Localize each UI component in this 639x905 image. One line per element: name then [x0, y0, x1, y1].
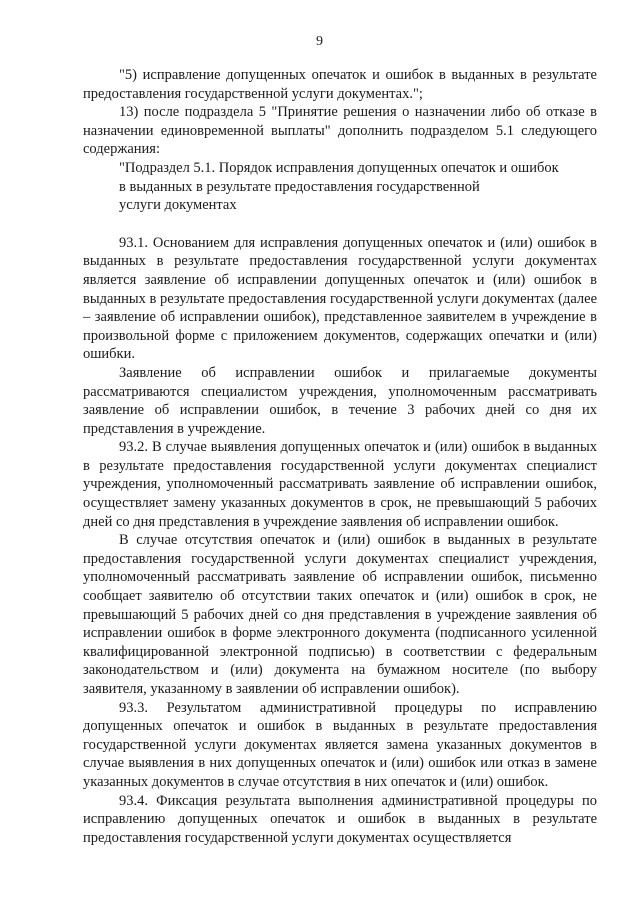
paragraph-93-2-absence: В случае отсутствия опечаток и (или) ошибок в выданных в результате предоставления государственной услуги документах специалист учреждения, уполномоченный рассматривать заявление об исправлении ошибок, письменно сообщает заявителю об отсутствии таких опечаток и (или) ошибок в срок, не превышающий 5 рабочих дней со дня представления в учреждение заявления об исправлении ошибок в форме электронного документа (подписанного усиленной квалифицированной электронной подписью) в соответствии с федеральным законодательством и (или) документа на бумажном носителе (по выбору заявителя, указанному в заявлении об исправлении ошибок). [83, 532, 597, 697]
subsection-heading-line: "Подраздел 5.1. Порядок исправления допущенных опечаток и ошибок [119, 159, 559, 176]
paragraph-amendment-item-13: 13) после подраздела 5 "Принятие решения о назначении либо об отказе в назначении единовременной выплаты" дополнить подразделом 5.1 следующего содержания: [83, 104, 597, 158]
paragraph-93-4: 93.4. Фиксация результата выполнения административной процедуры по исправлению допущенных опечаток и ошибок в выданных в результате предоставления государственной услуги документах осуществляется [83, 792, 597, 846]
paragraph-93-3: 93.3. Результатом административной процедуры по исправлению допущенных опечаток и ошибок в выданных в результате предоставления государственной услуги документах является замена указанных документов в случае выявления в них допущенных опечаток и (или) ошибок или отказ в замене указанных документов в случае отсутствия в них опечаток и (или) ошибок. [83, 699, 597, 790]
paragraph-93-1: 93.1. Основанием для исправления допущенных опечаток и (или) ошибок в выданных в результате предоставления государственной услуги документах является заявление об исправлении допущенных опечаток и (или) ошибок в выданных в результате предоставления государственной услуги документах (далее – заявление об исправлении ошибок), представленное заявителем в учреждение в произвольной форме с приложением документов, содержащих опечатки и (или) ошибки. [83, 234, 598, 363]
subsection-heading-line: услуги документах [119, 197, 237, 214]
paragraph-93-1-review: Заявление об исправлении ошибок и прилагаемые документы рассматриваются специалистом учреждения, уполномоченным рассматривать заявление об исправлении ошибок, в течение 3 рабочих дней со дня их представления в учреждение. [83, 364, 597, 437]
paragraph-amendment-item-5: "5) исправление допущенных опечаток и ошибок в выданных в результате предоставления государственной услуги документах."; [83, 67, 597, 102]
document-body [83, 66, 597, 847]
subsection-heading-line: в выданных в результате предоставления государственной [119, 178, 480, 195]
page-number: 9 [316, 34, 323, 49]
subsection-heading [83, 159, 597, 215]
paragraph-93-2: 93.2. В случае выявления допущенных опечаток и (или) ошибок в выданных в результате предоставления государственной услуги документах специалист учреждения, уполномоченный рассматривать заявление об исправлении ошибок, осуществляет замену указанных документов в срок, не превышающий 5 рабочих дней со дня представления в учреждение заявления об исправлении ошибок. [83, 439, 597, 530]
